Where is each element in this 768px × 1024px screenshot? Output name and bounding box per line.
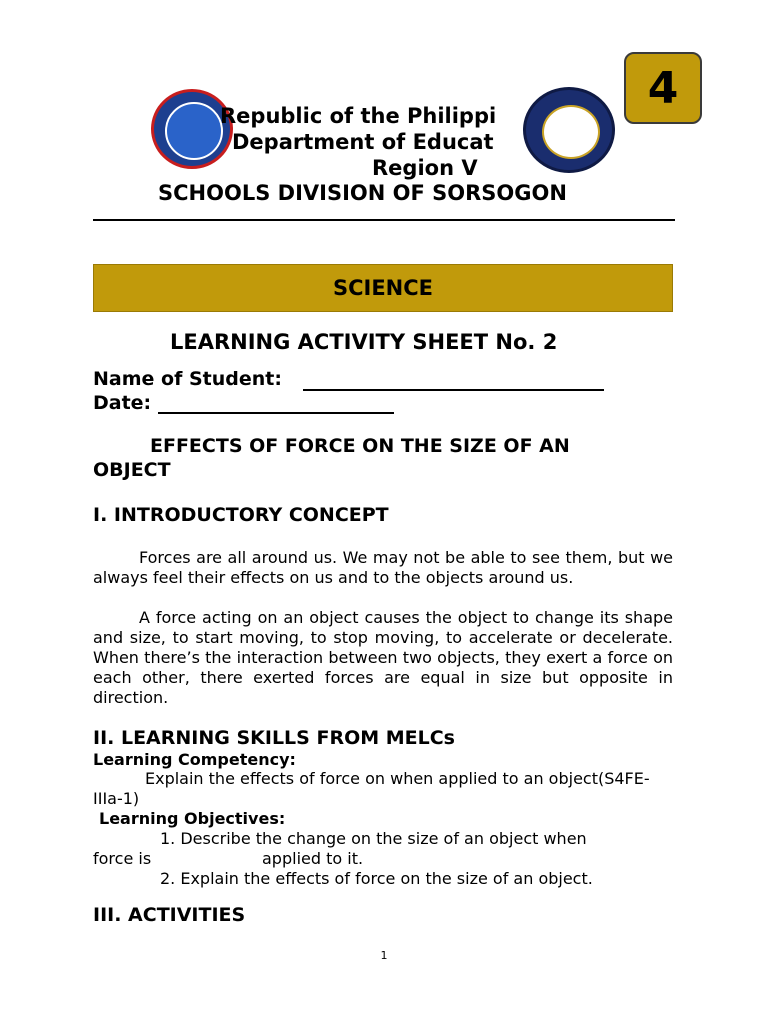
subject-label: SCIENCE [332,276,434,300]
intro-paragraph-2: A force acting on an object causes the object to change its shape and size, to start moving, to stop moving, to accelerate or decelerate. When there’s the interaction between two objects, they exert a force on each other, there exerted forces are equal in size but opposite in direction. [93,608,673,707]
topic-line-1: EFFECTS OF FORCE ON THE SIZE OF AN [150,435,570,457]
student-name-label: Name of Student: [93,368,282,390]
subject-banner [93,264,673,312]
competency-label: Learning Competency: [93,750,296,769]
grade-badge: 4 [624,52,702,124]
intro-heading: I. INTRODUCTORY CONCEPT [93,504,389,526]
competency-text: Explain the effects of force on when applied to an object(S4FE-IIIa-1) [93,769,650,808]
intro-paragraph-1: Forces are all around us. We may not be able to see them, but we always feel their effects on us and to the objects around us. [93,548,673,587]
header-divider [93,219,675,221]
objective-1-line-2b: applied to it. [262,849,364,868]
objective-1-line-1: 1. Describe the change on the size of an object when [160,829,587,848]
objective-2: 2. Explain the effects of force on the size of an object. [160,869,593,888]
activities-heading: III. ACTIVITIES [93,904,246,926]
date-label: Date: [93,392,152,414]
header-department: Department of Educat [232,130,494,154]
header-region: Region V [372,156,478,180]
topic-line-2: OBJECT [93,459,171,481]
page-title: LEARNING ACTIVITY SHEET No. 2 [170,330,558,354]
objective-1-line-2a: force is [93,849,152,868]
topic-heading [93,434,653,482]
page-number: 1 [380,949,388,962]
header-republic: Republic of the Philippi [220,104,497,128]
header-division: SCHOOLS DIVISION OF SORSOGON [158,181,567,205]
student-name-field[interactable] [303,389,604,391]
deped-seal-icon [151,89,233,169]
date-field[interactable] [158,412,394,414]
skills-heading: II. LEARNING SKILLS FROM MELCs [93,727,455,749]
objectives-label: Learning Objectives: [99,809,286,828]
school-seal-icon [523,87,615,173]
